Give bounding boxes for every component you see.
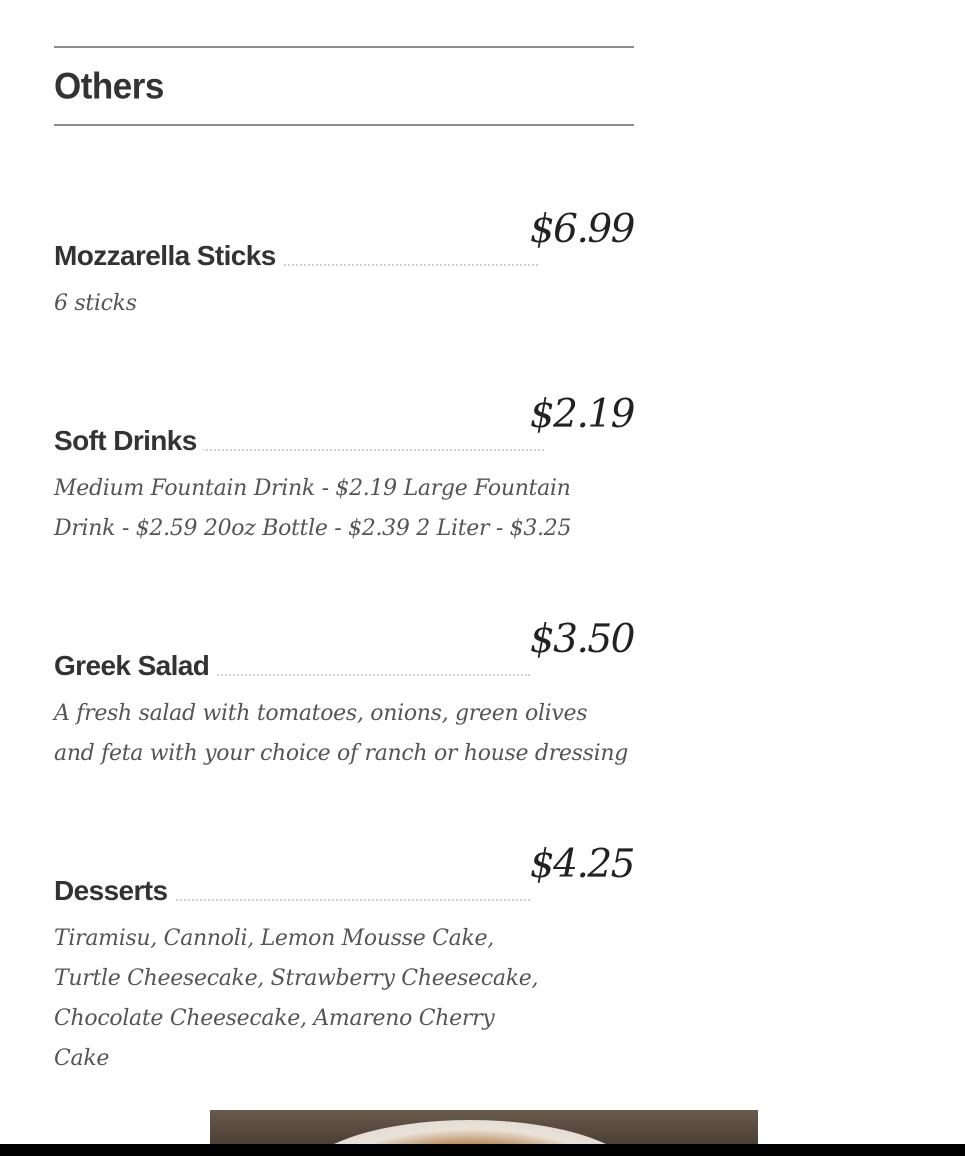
menu-item-row (54, 617, 634, 681)
section-header (54, 46, 634, 126)
leader-dots (268, 264, 538, 266)
food-photo (210, 1110, 758, 1144)
menu-item-price: $6.99 (526, 210, 634, 249)
menu-item-description: Tiramisu, Cannoli, Lemon Mousse Cake, Turtle Cheesecake, Strawberry Cheesecake, Chocolate Cheesecake, Amareno Cherry Cake (54, 926, 539, 1071)
menu-item-price: $2.19 (526, 395, 634, 434)
menu-item-name: Greek Salad (54, 652, 215, 680)
menu-item-row (54, 207, 634, 271)
food-photo-plate (300, 1120, 640, 1144)
menu-item-row (54, 842, 634, 906)
section-title: Others (54, 66, 164, 107)
menu-item-name: Mozzarella Sticks (54, 242, 282, 270)
menu-item-name: Soft Drinks (54, 427, 203, 455)
leader-dots (168, 899, 530, 901)
menu-item (54, 842, 634, 1079)
menu-item-price: $4.25 (526, 845, 634, 884)
menu-item-row (54, 392, 634, 456)
menu-item (54, 617, 634, 774)
menu-item (54, 207, 634, 324)
menu-item (54, 392, 634, 549)
leader-dots (206, 674, 530, 676)
menu-item-name: Desserts (54, 877, 174, 905)
menu-item-price: $3.50 (526, 620, 634, 659)
leader-dots (198, 449, 544, 451)
bottom-bar (0, 1144, 965, 1156)
menu-item-description: Medium Fountain Drink - $2.19 Large Fountain Drink - $2.59 20oz Bottle - $2.39 2 Liter - $3.25 (54, 476, 572, 541)
menu-item-description: A fresh salad with tomatoes, onions, green olives and feta with your choice of ranch or house dressing (54, 701, 628, 766)
menu-item-description: 6 sticks (54, 291, 137, 316)
